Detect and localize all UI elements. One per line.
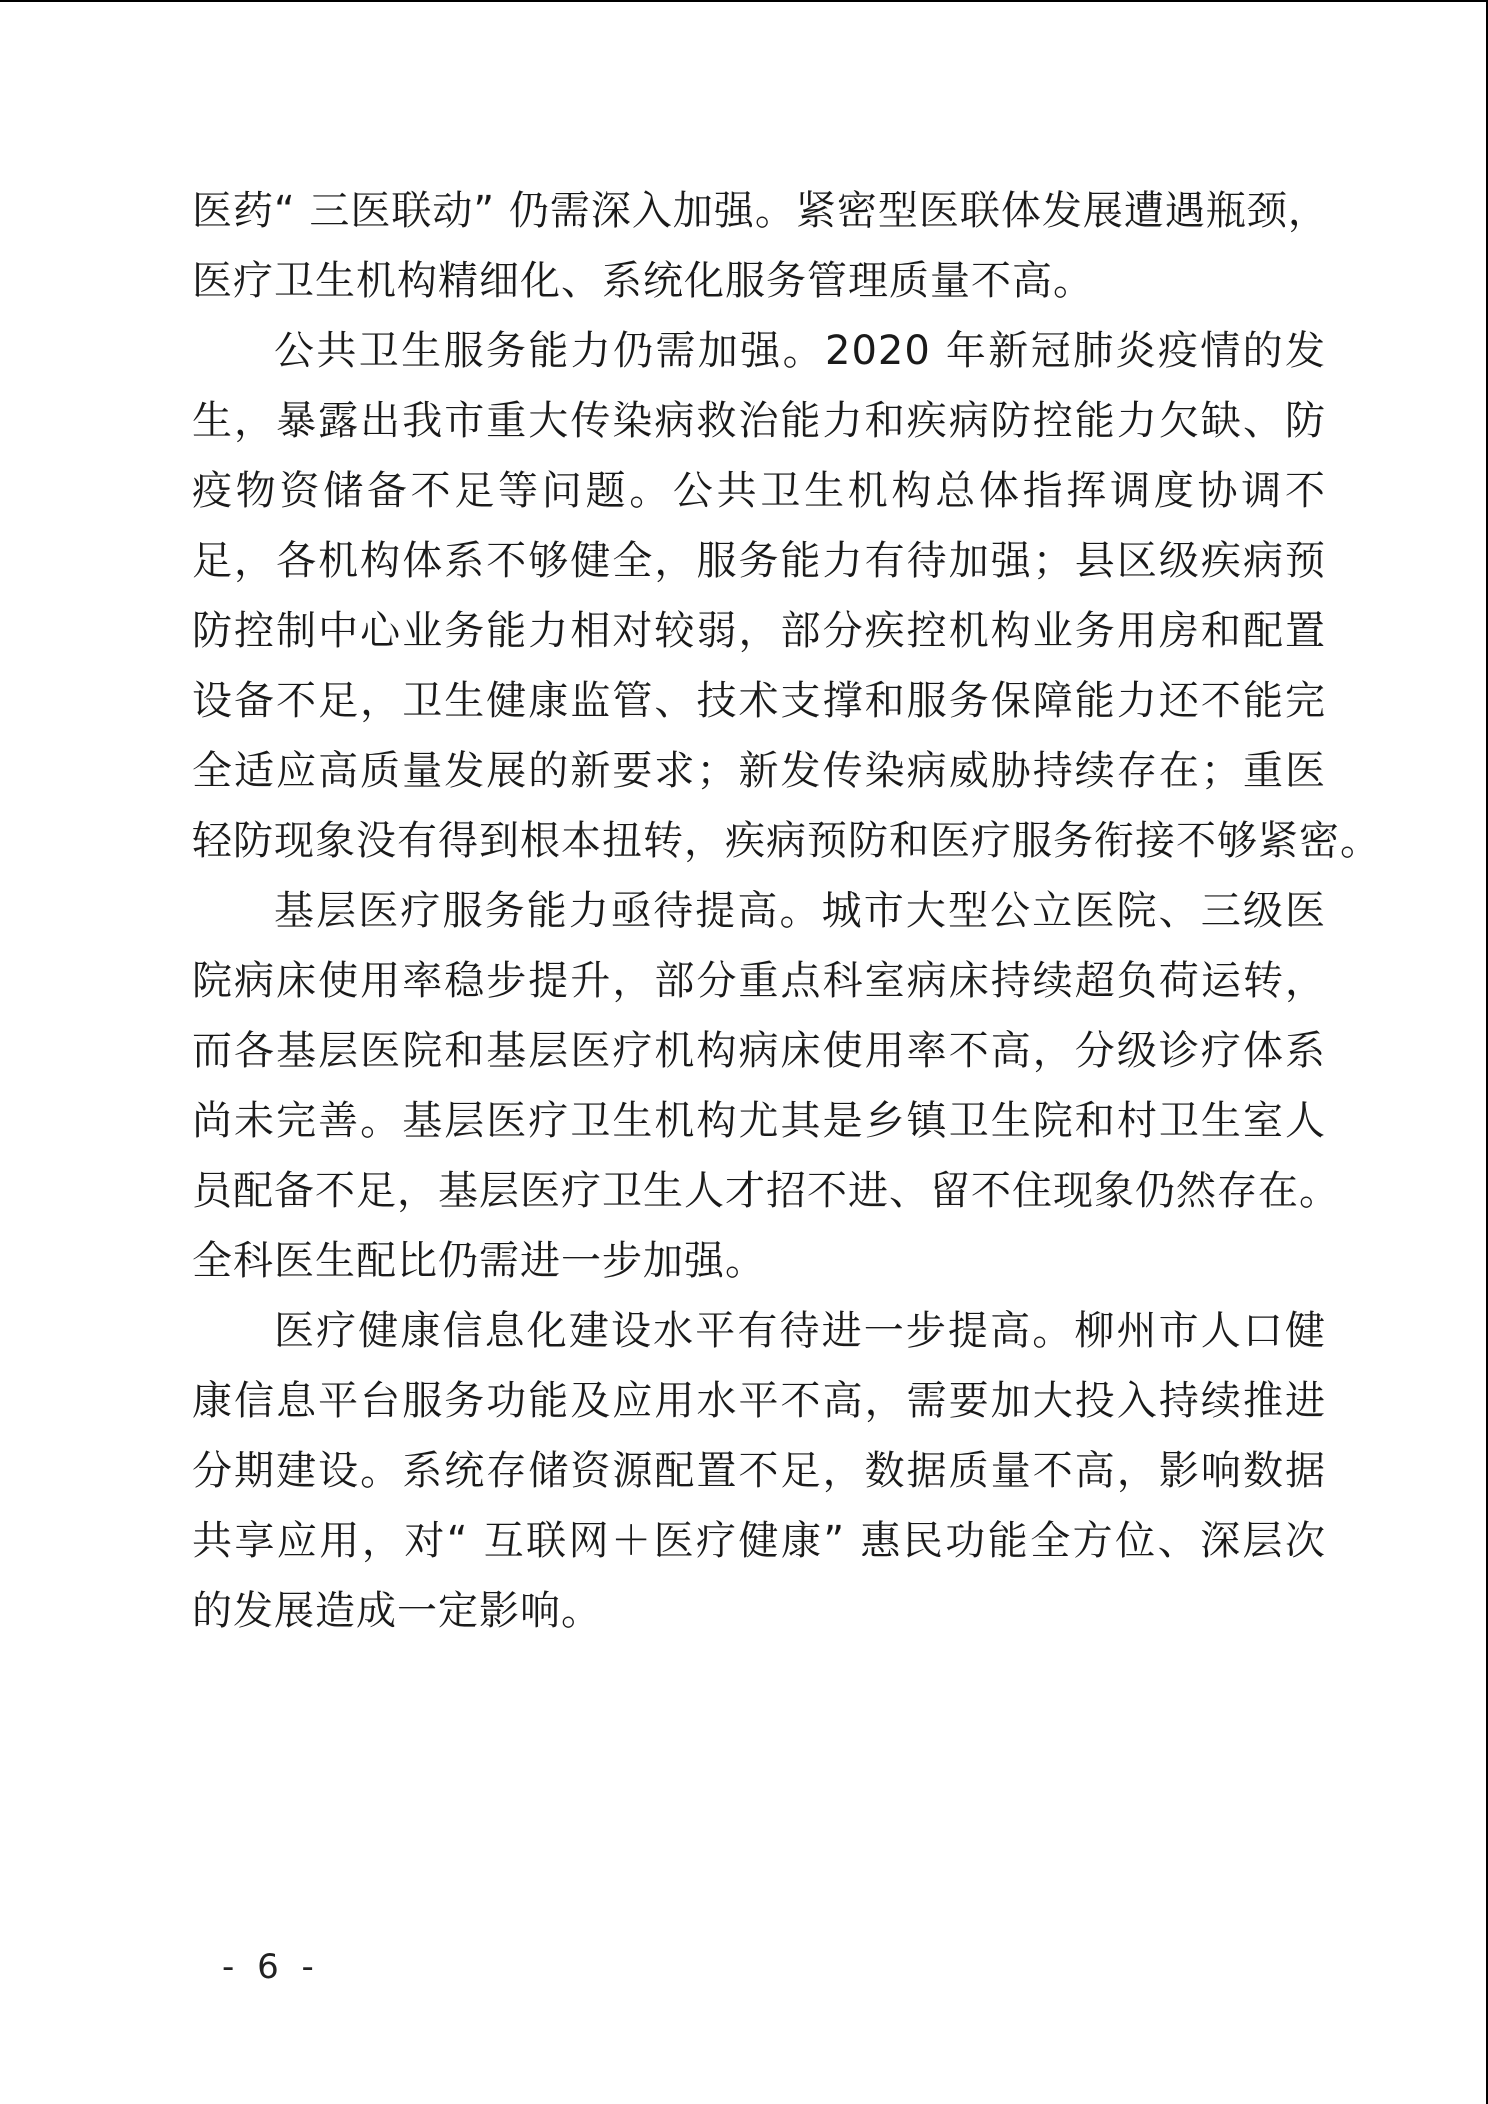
text-line: 尚未完善。基层医疗卫生机构尤其是乡镇卫生院和村卫生室人 <box>192 1098 1326 1144</box>
text-line: 而各基层医院和基层医疗机构病床使用率不高，分级诊疗体系 <box>192 1028 1326 1074</box>
text-line: 疫物资储备不足等问题。公共卫生机构总体指挥调度协调不 <box>192 468 1326 514</box>
text-line: 设备不足，卫生健康监管、技术支撑和服务保障能力还不能完 <box>192 678 1326 724</box>
text-line: 院病床使用率稳步提升，部分重点科室病床持续超负荷运转， <box>192 958 1326 1004</box>
text-line: 员配备不足，基层医疗卫生人才招不进、留不住现象仍然存在。 <box>192 1168 1340 1214</box>
text-line: 生，暴露出我市重大传染病救治能力和疾病防控能力欠缺、防 <box>192 398 1326 444</box>
text-line: 医疗卫生机构精细化、系统化服务管理质量不高。 <box>192 258 1094 304</box>
paragraph-heading-line: 基层医疗服务能力亟待提高。城市大型公立医院、三级医 <box>274 888 1326 934</box>
document-body <box>192 176 1381 1646</box>
page-number: - 6 - <box>222 1947 320 1987</box>
text-line: 康信息平台服务功能及应用水平不高，需要加大投入持续推进 <box>192 1378 1326 1424</box>
text-line: 分期建设。系统存储资源配置不足，数据质量不高，影响数据 <box>192 1448 1326 1494</box>
paragraph-heading-line: 公共卫生服务能力仍需加强。2020 年新冠肺炎疫情的发 <box>274 328 1326 374</box>
paragraph-heading-line: 医疗健康信息化建设水平有待进一步提高。柳州市人口健 <box>274 1308 1326 1354</box>
text-line: 足，各机构体系不够健全，服务能力有待加强；县区级疾病预 <box>192 538 1326 584</box>
text-line: 的发展造成一定影响。 <box>192 1588 602 1634</box>
text-line: 轻防现象没有得到根本扭转，疾病预防和医疗服务衔接不够紧密。 <box>192 818 1381 864</box>
text-line: 全适应高质量发展的新要求；新发传染病威胁持续存在；重医 <box>192 748 1326 794</box>
text-line: 共享应用，对“ 互联网＋医疗健康” 惠民功能全方位、深层次 <box>192 1518 1326 1564</box>
text-line: 全科医生配比仍需进一步加强。 <box>192 1238 766 1284</box>
text-line: 医药“ 三医联动” 仍需深入加强。紧密型医联体发展遭遇瓶颈， <box>192 188 1329 234</box>
text-line: 防控制中心业务能力相对较弱，部分疾控机构业务用房和配置 <box>192 608 1326 654</box>
